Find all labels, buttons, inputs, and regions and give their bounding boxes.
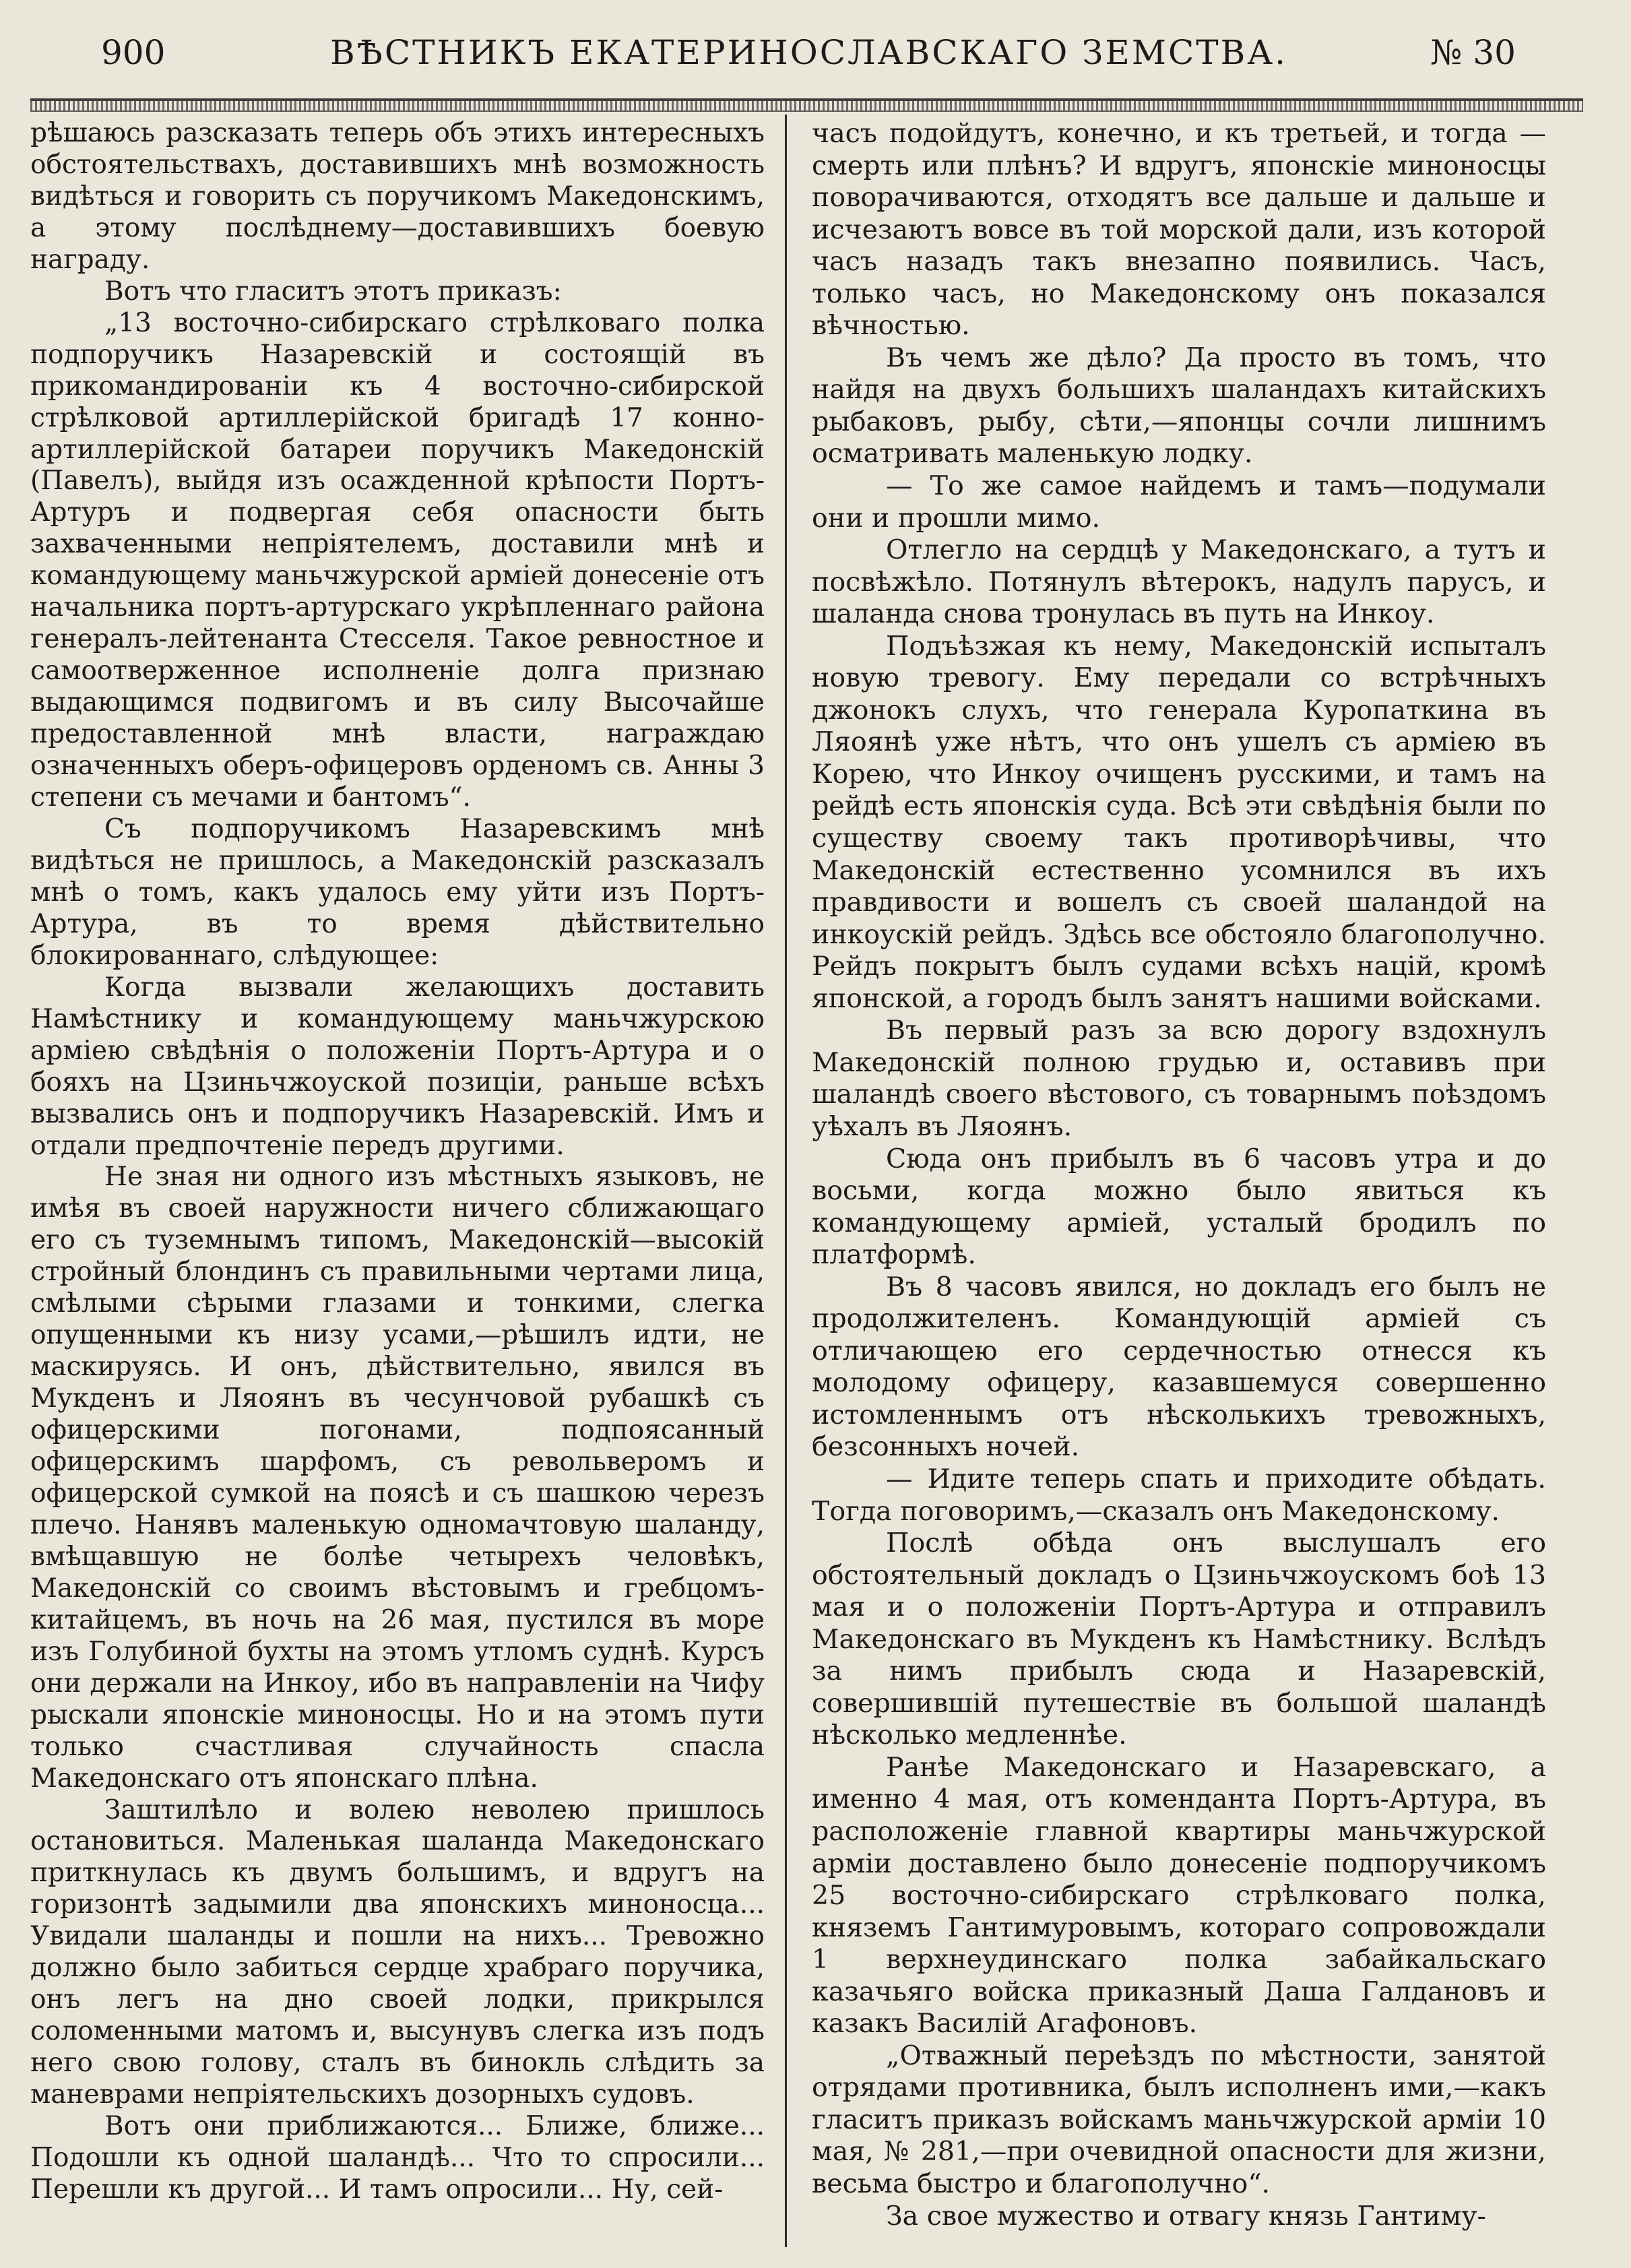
journal-title: ВѢСТНИКЪ ЕКАТЕРИНОСЛАВСКАГО ЗЕМСТВА.: [330, 33, 1288, 72]
paragraph: Съ подпоручикомъ Назаревскимъ мнѣ видѣться не пришлось, а Македонскій разсказалъ мнѣ о томъ, какъ удалось ему уйти изъ Портъ-Артура, въ то время дѣйствительно блокированнаго, слѣдующее:: [30, 813, 765, 971]
paragraph: „13 восточно-сибирскаго стрѣлковаго полка подпоручикъ Назаревскій и состоящій въ прикомандированіи къ 4 восточно-сибирской стрѣлковой артиллерійской бригадѣ 17 конно-артиллерійской батареи поручикъ Македонскій (Павелъ), выйдя изъ осажденной крѣпости Портъ-Артуръ и подвергая себя опасности быть захваченными непріятелемъ, доставили мнѣ и командующему маньчжурской арміей донесеніе отъ начальника портъ-артурскаго укрѣпленнаго района генералъ-лейтенанта Стесселя. Такое ревностное и самоотверженное исполненіе долга признаю выдающимся подвигомъ и въ силу Высочайше предоставленной мнѣ власти, награждаю означенныхъ оберъ-офицеровъ орденомъ св. Анны 3 степени съ мечами и бантомъ“.: [30, 307, 765, 813]
paragraph: Послѣ обѣда онъ выслушалъ его обстоятельный докладъ о Цзиньчжоускомъ боѣ 13 мая и о положеніи Портъ-Артура и отправилъ Македонскаго въ Мукденъ къ Намѣстнику. Вслѣдъ за нимъ прибылъ сюда и Назаревскій, совершившій путешествіе въ большой шаландѣ нѣсколько медленнѣе.: [812, 1527, 1546, 1751]
paragraph: рѣшаюсь разсказать теперь объ этихъ интересныхъ обстоятельствахъ, доставившихъ мнѣ возможность видѣться и говорить съ поручикомъ Македонскимъ, а этому послѣднему—доставившихъ боевую награду.: [30, 118, 765, 275]
paragraph: Въ первый разъ за всю дорогу вздохнулъ Македонскій полною грудью и, оставивъ при шаландѣ своего вѣстового, съ товарнымъ поѣздомъ уѣхалъ въ Ляоянъ.: [812, 1015, 1546, 1142]
paragraph: Въ 8 часовъ явился, но докладъ его былъ не продолжителенъ. Командующій арміей съ отличающею его сердечностью отнесся къ молодому офицеру, казавшемуся совершенно истомленнымъ отъ нѣсколькихъ тревожныхъ, безсонныхъ ночей.: [812, 1271, 1546, 1463]
paragraph: Вотъ они приближаются... Ближе, ближе... Подошли къ одной шаландѣ... Что то спросили... Перешли къ другой... И тамъ опросили... Ну, сей-: [30, 2111, 765, 2205]
column-divider: [785, 115, 787, 2247]
page-number: 900: [101, 33, 166, 72]
paragraph: Сюда онъ прибылъ въ 6 часовъ утра и до восьми, когда можно было явиться къ командующему арміей, усталый бродилъ по платформѣ.: [812, 1143, 1546, 1271]
paragraph: Вотъ что гласитъ этотъ приказъ:: [104, 276, 562, 307]
paragraph: Не зная ни одного изъ мѣстныхъ языковъ, не имѣя въ своей наружности ничего сближающаго его съ туземнымъ типомъ, Македонскій—высокій стройный блондинъ съ правильными чертами лица, смѣлыми сѣрыми глазами и тонкими, слегка опущенными къ низу усами,—рѣшилъ идти, не маскируясь. И онъ, дѣйствительно, явился въ Мукденъ и Ляоянъ въ чесунчовой рубашкѣ съ офицерскими погонами, подпоясанный офицерскимъ шарфомъ, съ револьверомъ и офицерской сумкой на поясѣ и съ шашкою черезъ плечо. Нанявъ маленькую одномачтовую шаланду, вмѣщавшую не болѣе четырехъ человѣкъ, Македонскій со своимъ вѣстовымъ и гребцомъ-китайцемъ, въ ночь на 26 мая, пустился въ море изъ Голубиной бухты на этомъ утломъ суднѣ. Курсъ они держали на Инкоу, ибо въ направленіи на Чифу рыскали японскіе миноносцы. Но и на этомъ пути только счастливая случайность спасла Македонскаго отъ японскаго плѣна.: [30, 1162, 765, 1794]
right-column: [812, 118, 1546, 2232]
paragraph: — То же самое найдемъ и тамъ—подумали они и прошли мимо.: [812, 470, 1546, 534]
paragraph: Подъѣзжая къ нему, Македонскій испыталъ новую тревогу. Ему передали со встрѣчныхъ джонокъ слухъ, что генерала Куропаткина въ Ляоянѣ уже нѣтъ, что онъ ушелъ съ арміею въ Корею, что Инкоу очищенъ русскими, и тамъ на рейдѣ есть японскія суда. Всѣ эти свѣдѣнія были по существу своему такъ противорѣчивы, что Македонскій естественно усомнился въ ихъ правдивости и вошелъ съ своей шаландой на инкоускій рейдъ. Здѣсь все обстояло благополучно. Рейдъ покрытъ былъ судами всѣхъ націй, кромѣ японской, а городъ былъ занятъ нашими войсками.: [812, 630, 1546, 1014]
paragraph: — Идите теперь спать и приходите обѣдать. Тогда поговоримъ,—сказалъ онъ Македонскому.: [812, 1463, 1546, 1527]
header-rule: [30, 98, 1583, 112]
paragraph: Въ чемъ же дѣло? Да просто въ томъ, что найдя на двухъ большихъ шаландахъ китайскихъ рыбаковъ, рыбу, сѣти,—японцы сочли лишнимъ осматривать маленькую лодку.: [812, 342, 1546, 470]
issue-number: № 30: [1430, 33, 1516, 72]
paragraph: Заштилѣло и волею неволею пришлось остановиться. Маленькая шаланда Македонскаго приткнулась къ двумъ большимъ, и вдругъ на горизонтѣ задымили два японскихъ миноносца... Увидали шаланды и пошли на нихъ... Тревожно должно было забиться сердце храбраго поручика, онъ легъ на дно своей лодки, прикрылся соломенными матомъ и, высунувъ слегка изъ подъ него свою голову, сталъ въ бинокль слѣдить за маневрами непріятельскихъ дозорныхъ судовъ.: [30, 1794, 765, 2110]
paragraph: часъ подойдутъ, конечно, и къ третьей, и тогда —смерть или плѣнъ? И вдругъ, японскіе миноносцы поворачиваются, отходятъ все дальше и дальше и исчезаютъ вовсе въ той морской дали, изъ которой часъ назадъ такъ внезапно появились. Часъ, только часъ, но Македонскому онъ показался вѣчностью.: [812, 118, 1546, 342]
paragraph: Когда вызвали желающихъ доставить Намѣстнику и командующему маньчжурскою арміею свѣдѣнія о положеніи Портъ-Артура и о бояхъ на Цзиньчжоуской позиціи, раньше всѣхъ вызвались онъ и подпоручикъ Назаревскій. Имъ и отдали предпочтеніе передъ другими.: [30, 972, 765, 1161]
paragraph: Ранѣе Македонскаго и Назаревскаго, а именно 4 мая, отъ коменданта Портъ-Артура, въ расположеніе главной квартиры маньчжурской арміи доставлено было донесеніе подпоручикомъ 25 восточно-сибирскаго стрѣлковаго полка, княземъ Гантимуровымъ, котораго сопровождали 1 верхнеудинскаго полка забайкальскаго казачьяго войска приказный Даша Галдановъ и казакъ Василій Агафоновъ.: [812, 1751, 1546, 2040]
paragraph: „Отважный переѣздъ по мѣстности, занятой отрядами противника, былъ исполненъ ими,—какъ гласитъ приказъ войскамъ маньчжурской арміи 10 мая, № 281,—при очевидной опасности для жизни, весьма быстро и благополучно“.: [812, 2040, 1546, 2199]
left-column: [30, 118, 765, 2206]
page-header: [67, 26, 1536, 80]
paragraph: За свое мужество и отвагу князь Гантиму-: [886, 2200, 1486, 2232]
paragraph: Отлегло на сердцѣ у Македонскаго, а тутъ и посвѣжѣло. Потянулъ вѣтерокъ, надулъ парусъ, и шаланда снова тронулась въ путь на Инкоу.: [812, 534, 1546, 630]
